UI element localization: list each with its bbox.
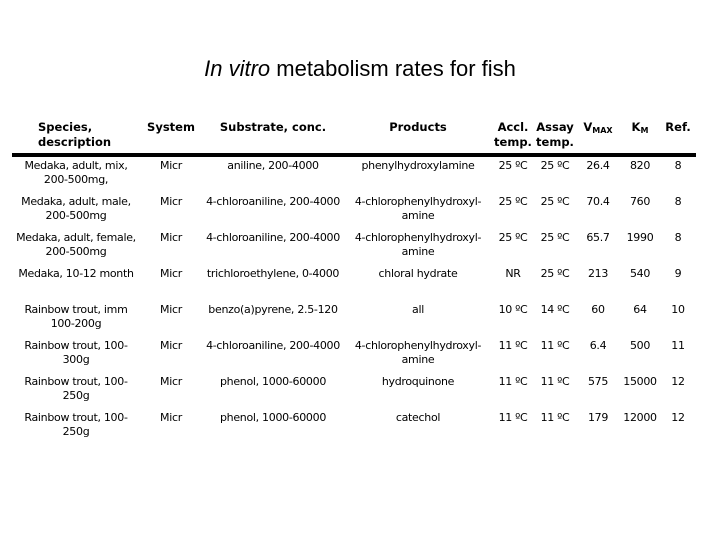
cell-vmax: 179 [587, 411, 609, 424]
cell-substrate: 4-chloroaniline, 200-4000 [206, 195, 340, 208]
cell-products: chloral hydrate [378, 267, 458, 280]
table-row [12, 231, 696, 267]
cell-km: 820 [629, 159, 651, 172]
cell-system: Micr [160, 267, 182, 280]
cell-km: 12000 [623, 411, 657, 424]
cell-substrate: 4-chloroaniline, 200-4000 [206, 231, 340, 244]
cell-vmax: 65.7 [586, 231, 610, 244]
cell-assay-temp: 14 ºC [540, 303, 570, 316]
cell-ref: 12 [671, 411, 685, 424]
km-label: K [631, 120, 641, 134]
table-row [12, 411, 696, 447]
cell-vmax: 70.4 [586, 195, 610, 208]
cell-ref: 12 [671, 375, 685, 388]
cell-system: Micr [160, 303, 182, 316]
header-assay-temp: Assay temp. [536, 120, 574, 149]
cell-accl-temp: 25 ºC [498, 231, 528, 244]
cell-products: all [412, 303, 424, 316]
cell-system: Micr [160, 159, 182, 172]
cell-accl-temp: 25 ºC [498, 159, 528, 172]
cell-ref: 11 [671, 339, 685, 352]
cell-accl-temp: 25 ºC [498, 195, 528, 208]
cell-products: 4-chlorophenylhydroxyl-amine [354, 339, 482, 366]
cell-species: Rainbow trout, 100-300g [24, 339, 128, 366]
cell-substrate: 4-chloroaniline, 200-4000 [206, 339, 340, 352]
cell-accl-temp: NR [505, 267, 521, 280]
cell-ref: 8 [674, 195, 682, 208]
cell-substrate: benzo(a)pyrene, 2.5-120 [208, 303, 338, 316]
cell-substrate: phenol, 1000-60000 [219, 375, 327, 388]
cell-species: Medaka, 10-12 month [18, 267, 134, 280]
table-row [12, 195, 696, 231]
cell-products: 4-chlorophenylhydroxyl-amine [354, 231, 482, 258]
cell-substrate: trichloroethylene, 0-4000 [206, 267, 340, 280]
cell-km: 540 [629, 267, 651, 280]
table-row [12, 267, 696, 303]
header-accl-temp: Accl. temp. [494, 120, 532, 149]
title-italic: In vitro [204, 56, 271, 81]
header-system: System [147, 120, 195, 134]
cell-assay-temp: 25 ºC [540, 267, 570, 280]
title-rest: metabolism rates for fish [270, 56, 516, 81]
km-sub: M [640, 126, 649, 135]
page-title [0, 56, 720, 82]
header-products: Products [389, 120, 447, 134]
cell-vmax: 60 [591, 303, 605, 316]
cell-species: Medaka, adult, mix, 200-500mg, [24, 159, 128, 186]
cell-assay-temp: 25 ºC [540, 231, 570, 244]
cell-products: hydroquinone [381, 375, 455, 388]
cell-ref: 9 [674, 267, 682, 280]
cell-assay-temp: 25 ºC [540, 159, 570, 172]
cell-accl-temp: 10 ºC [498, 303, 528, 316]
cell-assay-temp: 11 ºC [540, 375, 570, 388]
cell-products: 4-chlorophenylhydroxyl-amine [354, 195, 482, 222]
cell-substrate: phenol, 1000-60000 [219, 411, 327, 424]
header-species: Species, description [38, 120, 112, 149]
table-row [12, 155, 696, 195]
cell-vmax: 575 [587, 375, 609, 388]
header-row [12, 118, 696, 155]
header-km [620, 118, 660, 155]
cell-species: Rainbow trout, 100-250g [24, 375, 128, 402]
header-vmax [576, 118, 620, 155]
cell-vmax: 26.4 [586, 159, 610, 172]
cell-products: phenylhydroxylamine [361, 159, 475, 172]
cell-substrate: aniline, 200-4000 [227, 159, 319, 172]
header-substrate: Substrate, conc. [219, 120, 327, 134]
cell-ref: 8 [674, 159, 682, 172]
cell-system: Micr [160, 231, 182, 244]
metabolism-table [12, 118, 696, 447]
cell-system: Micr [160, 195, 182, 208]
table-row [12, 303, 696, 339]
cell-km: 760 [629, 195, 651, 208]
header-ref: Ref. [665, 120, 691, 134]
cell-km: 500 [629, 339, 651, 352]
cell-accl-temp: 11 ºC [498, 339, 528, 352]
vmax-sub: MAX [592, 126, 613, 135]
cell-products: catechol [395, 411, 441, 424]
cell-km: 1990 [626, 231, 654, 244]
cell-species: Medaka, adult, male, 200-500mg [21, 195, 131, 222]
cell-assay-temp: 25 ºC [540, 195, 570, 208]
cell-accl-temp: 11 ºC [498, 375, 528, 388]
vmax-label: V [583, 120, 593, 134]
cell-assay-temp: 11 ºC [540, 411, 570, 424]
cell-assay-temp: 11 ºC [540, 339, 570, 352]
cell-ref: 8 [674, 231, 682, 244]
table-row [12, 339, 696, 375]
cell-vmax: 213 [587, 267, 609, 280]
cell-km: 15000 [623, 375, 657, 388]
cell-species: Rainbow trout, 100-250g [24, 411, 128, 438]
cell-system: Micr [160, 375, 182, 388]
cell-system: Micr [160, 411, 182, 424]
cell-system: Micr [160, 339, 182, 352]
cell-ref: 10 [671, 303, 685, 316]
cell-km: 64 [633, 303, 647, 316]
cell-vmax: 6.4 [589, 339, 607, 352]
table-row [12, 375, 696, 411]
cell-accl-temp: 11 ºC [498, 411, 528, 424]
cell-species: Rainbow trout, imm 100-200g [24, 303, 128, 330]
cell-species: Medaka, adult, female, 200-500mg [16, 231, 136, 258]
